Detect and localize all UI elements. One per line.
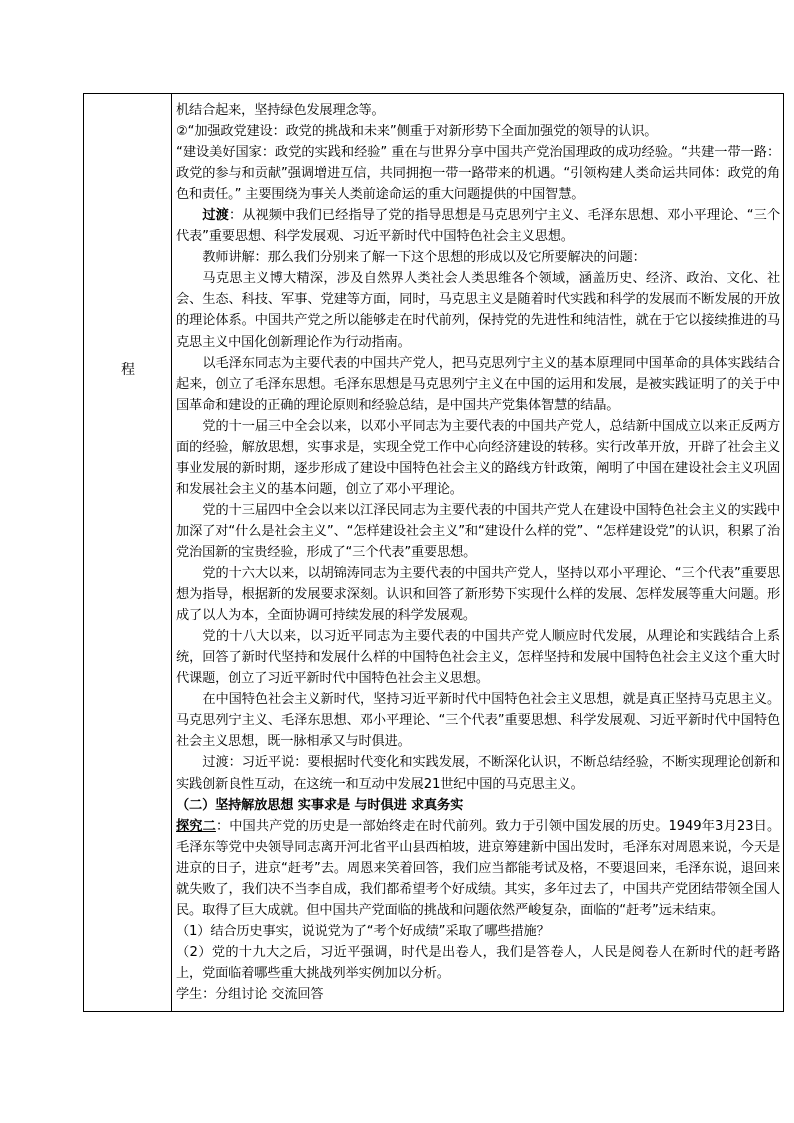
student-activity: 学生：分组讨论 交流回答 bbox=[176, 986, 324, 1002]
paragraph-5: 教师讲解：那么我们分别来了解一下这个思想的形成以及它所要解决的问题： bbox=[202, 250, 646, 266]
paragraph-1: 机结合起来，坚持绿色发展理念等。 bbox=[176, 103, 385, 118]
transition-paragraph bbox=[176, 205, 780, 247]
stage-column bbox=[84, 94, 172, 1011]
lesson-table bbox=[83, 93, 784, 1012]
lesson-content bbox=[176, 100, 780, 1005]
paragraph-12: 在中国特色社会主义新时代，坚持习近平新时代中国特色社会主义思想，就是真正坚持马克思主义。马克思列宁主义、毛泽东思想、邓小平理论、“三个代表”重要思想、科学发展观、习近平新时代中国特色社会主义思想，既一脉相承又与时俱进。 bbox=[176, 692, 780, 750]
inquiry-text: ：中国共产党的历史是一部始终走在时代前列。致力于引领中国发展的历史。1949年3月23日。毛泽东等党中央领导同志离开河北省平山县西柏坡，进京筹建新中国出发时，毛泽东对周恩来说，今天是进京的日子，进京“赶考”去。周恩来笑着回答，我们应当都能考试及格，不要退回来，毛泽东说，退回来就失败了，我们决不当李自成，我们都希望考个好成绩。其实，多年过去了，中国共产党团结带领全国人民。取得了巨大成就。但中国共产党面临的挑战和问题依然严峻复杂，面临的“赶考”远未结束。 bbox=[176, 818, 780, 918]
paragraph-3: “建设美好国家：政党的实践和经验” 重在与世界分享中国共产党治国理政的成功经验。“共建一带一路：政党的参与和贡献”强调增进互信，共同拥抱一带一路带来的机遇。“引领构建人类命运共同体：政党的角色和责任。” 主要围绕为事关人类前途命运的重大问题提供的中国智慧。 bbox=[176, 145, 780, 203]
transition-text: ：从视频中我们已经指导了党的指导思想是马克思列宁主义、毛泽东思想、邓小平理论、“三个代表”重要思想、科学发展观、习近平新时代中国特色社会主义思想。 bbox=[176, 208, 781, 245]
paragraph-13: 过渡：习近平说：要根据时代变化和实践发展，不断深化认识，不断总结经验，不断实现理论创新和实践创新良性互动，在这统一和互动中发展21世纪中国的马克思主义。 bbox=[176, 755, 780, 792]
paragraph-10: 党的十六大以来，以胡锦涛同志为主要代表的中国共产党人，坚持以邓小平理论、“三个代表”重要思想为指导，根据新的发展要求深刻。认识和回答了新形势下实现什么样的发展、怎样发展等重大问题。形成了以人为本，全面协调可持续发展的科学发展观。 bbox=[176, 566, 780, 624]
paragraph-8: 党的十一届三中全会以来，以邓小平同志为主要代表的中国共产党人，总结新中国成立以来正反两方面的经验，解放思想，实事求是，实现全党工作中心向经济建设的转移。实行改革开放，开辟了社会主义事业发展的新时期，逐步形成了建设中国特色社会主义的路线方针政策，阐明了中国在建设社会主义巩固和发展社会主义的基本问题，创立了邓小平理论。 bbox=[176, 418, 780, 497]
paragraph-11: 党的十八大以来，以习近平同志为主要代表的中国共产党人顺应时代发展，从理论和实践结合上系统，回答了新时代坚持和发展什么样的中国特色社会主义，怎样坚持和发展中国特色社会主义这个重大时代课题，创立了习近平新时代中国特色社会主义思想。 bbox=[176, 629, 780, 687]
question-2: （2）党的十九大之后，习近平强调，时代是出卷人，我们是答卷人，人民是阅卷人在新时代的赶考路上，党面临着哪些重大挑战列举实例加以分析。 bbox=[176, 944, 780, 981]
section-heading: （二）坚持解放思想 实事求是 与时俱进 求真务实 bbox=[176, 797, 464, 813]
transition-label: 过渡 bbox=[202, 208, 229, 224]
stage-label: 程 bbox=[121, 362, 135, 378]
inquiry-label: 探究二 bbox=[176, 818, 216, 834]
paragraph-6: 马克思主义博大精深，涉及自然界人类社会人类思维各个领域，涵盖历史、经济、政治、文化、社会、生态、科技、军事、党建等方面，同时，马克思主义是随着时代实践和科学的发展而不断发展的开放的理论体系。中国共产党之所以能够走在时代前列，保持党的先进性和纯洁性，就在于它以接续推进的马克思主义中国化创新理论作为行动指南。 bbox=[176, 271, 780, 350]
paragraph-2: ②“加强政党建设：政党的挑战和未来”侧重于对新形势下全面加强党的领导的认识。 bbox=[176, 124, 658, 140]
inquiry-paragraph bbox=[176, 816, 780, 921]
question-1: （1）结合历史事实，说说党为了“考个好成绩”采取了哪些措施？ bbox=[176, 923, 550, 939]
paragraph-7: 以毛泽东同志为主要代表的中国共产党人，把马克思列宁主义的基本原理同中国革命的具体实践结合起来，创立了毛泽东思想。毛泽东思想是马克思列宁主义在中国的运用和发展，是被实践证明了的关于中国革命和建设的正确的理论原则和经验总结，是中国共产党集体智慧的结晶。 bbox=[176, 355, 780, 413]
paragraph-9: 党的十三届四中全会以来以江泽民同志为主要代表的中国共产党人在建设中国特色社会主义的实践中加深了对“什么是社会主义”、“怎样建设社会主义”和“建设什么样的党”、“怎样建设党”的认识，积累了治党治国新的宝贵经验，形成了“三个代表”重要思想。 bbox=[176, 502, 780, 560]
